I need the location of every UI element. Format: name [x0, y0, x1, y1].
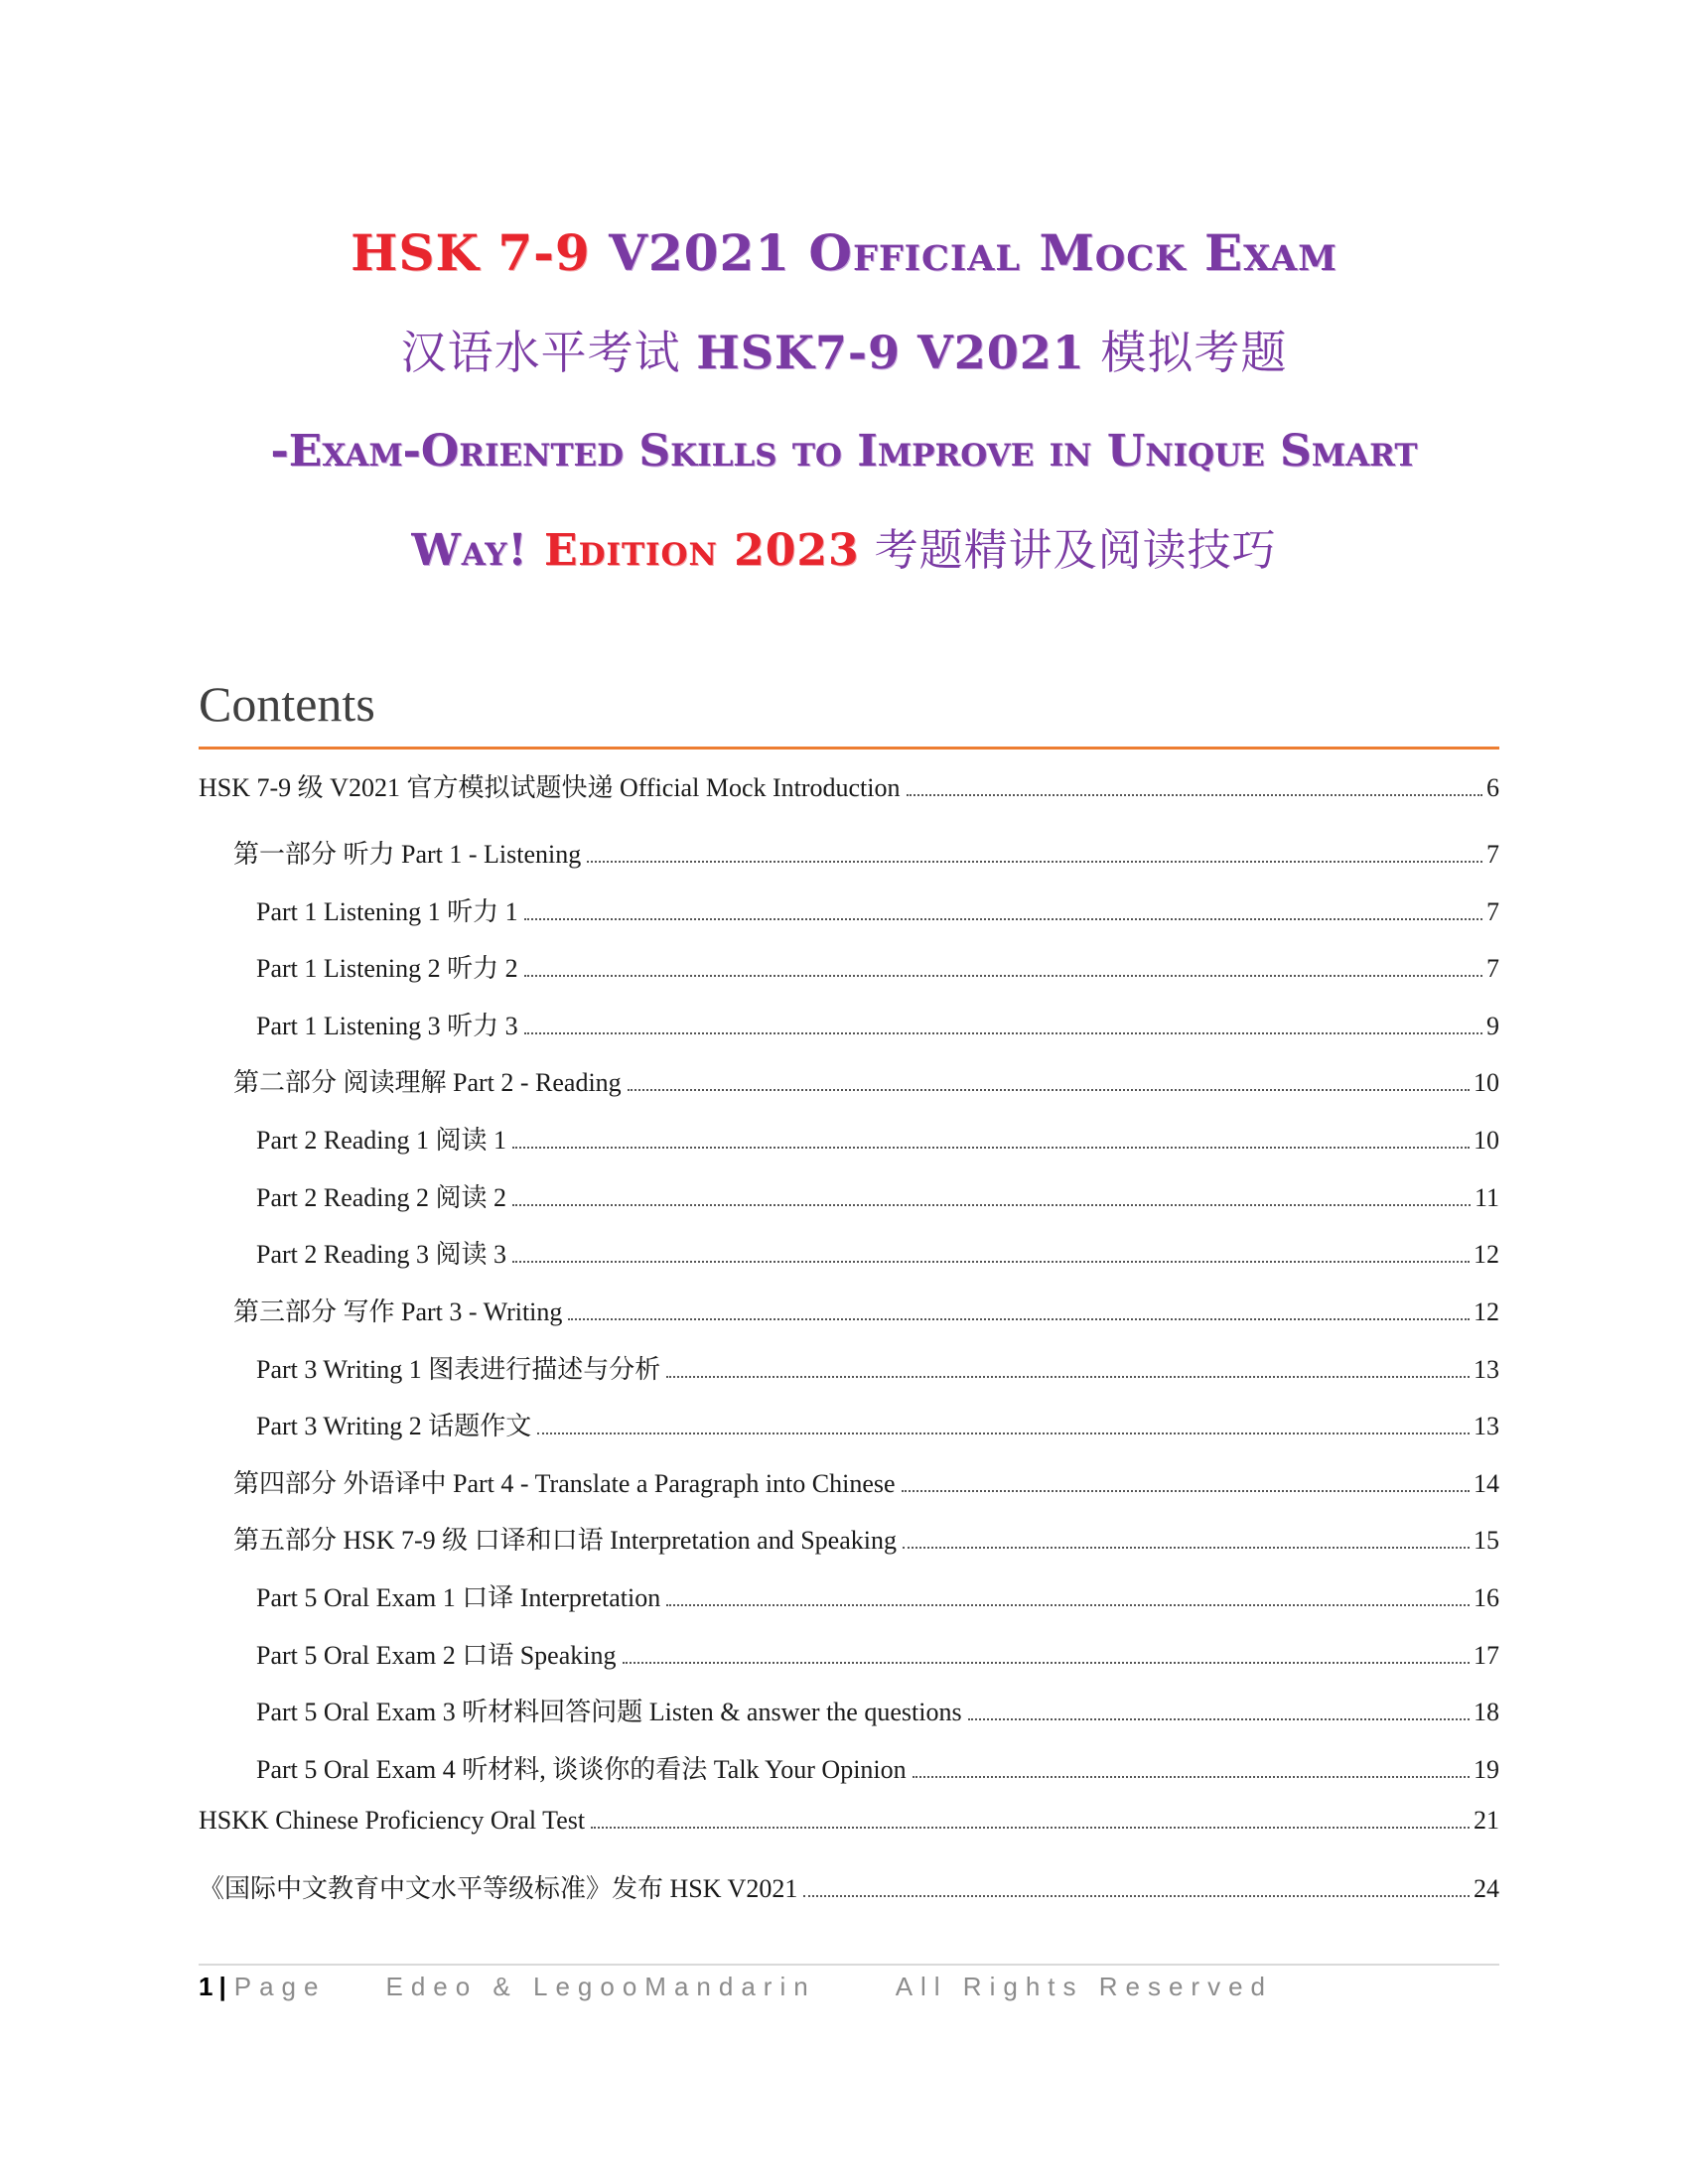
- toc-page-number: 14: [1474, 1469, 1499, 1498]
- title-chinese-b: 模拟考题: [1084, 326, 1288, 379]
- toc-entry-oral-exam-4[interactable]: [256, 1749, 1499, 1785]
- toc-page-number: 7: [1486, 897, 1499, 926]
- toc-leader: [902, 1490, 1470, 1492]
- subtitle-edition: Edition 2023: [544, 525, 860, 576]
- title-mock-exam: V2021 Official Mock Exam: [590, 223, 1337, 282]
- toc-entry-text: Part 1 Listening 2 听力 2: [256, 954, 518, 983]
- toc-entry-text: 第一部分 听力 Part 1 - Listening: [233, 840, 582, 869]
- toc-leader: [524, 1032, 1482, 1034]
- toc-entry-listening-1[interactable]: [256, 891, 1499, 927]
- subtitle-skills: -Exam-Oriented Skills to Improve in Unique Smart: [270, 426, 1418, 477]
- toc-page-number: 21: [1474, 1806, 1499, 1835]
- toc-entry-writing-2[interactable]: [256, 1406, 1499, 1441]
- toc-leader: [907, 794, 1482, 796]
- subtitle-way: Way!: [411, 525, 545, 576]
- toc-entry-text: Part 5 Oral Exam 3 听材料回答问题 Listen & answer the questions: [256, 1698, 962, 1726]
- toc-entry-text: Part 1 Listening 3 听力 3: [256, 1012, 518, 1040]
- toc-entry-text: Part 2 Reading 2 阅读 2: [256, 1183, 507, 1212]
- toc-entry-official-mock-introduction[interactable]: [199, 767, 1499, 803]
- toc-entry-part3-writing[interactable]: [233, 1292, 1499, 1327]
- toc-leader: [623, 1662, 1471, 1664]
- toc-entry-reading-1[interactable]: [256, 1120, 1499, 1156]
- toc-entry-text: HSK 7-9 级 V2021 官方模拟试题快递 Official Mock Introduction: [199, 773, 901, 802]
- footer-divider: [199, 1964, 1499, 1966]
- toc-leader: [587, 861, 1482, 863]
- toc-page-number: 16: [1474, 1583, 1499, 1612]
- toc-entry-text: 《国际中文教育中文水平等级标准》发布 HSK V2021: [199, 1874, 798, 1903]
- toc-entry-text: Part 3 Writing 1 图表进行描述与分析: [256, 1355, 661, 1384]
- toc-entry-text: Part 5 Oral Exam 1 口译 Interpretation: [256, 1583, 661, 1612]
- toc-leader: [903, 1547, 1470, 1549]
- toc-page-number: 12: [1474, 1240, 1499, 1269]
- toc-entry-reading-3[interactable]: [256, 1234, 1499, 1270]
- toc-page-number: 7: [1486, 954, 1499, 983]
- toc-leader: [591, 1827, 1470, 1829]
- title-hsk-version: HSK7-9 V2021: [696, 326, 1085, 379]
- toc-leader: [568, 1318, 1470, 1320]
- toc-page-number: 9: [1486, 1012, 1499, 1040]
- toc-page-number: 10: [1474, 1068, 1499, 1097]
- toc-entry-listening-3[interactable]: [256, 1006, 1499, 1041]
- toc-page-number: 19: [1474, 1755, 1499, 1784]
- toc-page-number: 15: [1474, 1526, 1499, 1555]
- toc-page-number: 6: [1486, 773, 1499, 802]
- toc-leader: [512, 1261, 1470, 1263]
- toc-page-number: 17: [1474, 1641, 1499, 1670]
- toc-page-number: 7: [1486, 840, 1499, 869]
- contents-heading: Contents: [199, 676, 375, 732]
- toc-entry-text: Part 3 Writing 2 话题作文: [256, 1412, 532, 1440]
- toc-entry-text: Part 5 Oral Exam 2 口语 Speaking: [256, 1641, 617, 1670]
- toc-entry-part4-translate[interactable]: [233, 1463, 1499, 1499]
- title-line-3: [149, 402, 1539, 501]
- toc-leader: [524, 975, 1482, 977]
- title-hsk-level: HSK 7-9: [351, 223, 591, 282]
- toc-entry-part2-reading[interactable]: [233, 1062, 1499, 1098]
- footer-separator: |: [218, 1972, 226, 2001]
- toc-entry-listening-2[interactable]: [256, 948, 1499, 984]
- toc-entry-part5-interpretation-speaking[interactable]: [233, 1520, 1499, 1556]
- toc-page-number: 13: [1474, 1412, 1499, 1440]
- contents-divider: [199, 747, 1499, 750]
- footer-page-label: Page: [233, 1972, 327, 2001]
- toc-entry-text: 第二部分 阅读理解 Part 2 - Reading: [233, 1068, 622, 1097]
- toc-page-number: 13: [1474, 1355, 1499, 1384]
- title-block: [149, 204, 1539, 601]
- toc-entry-oral-exam-3[interactable]: [256, 1692, 1499, 1727]
- toc-entry-text: 第五部分 HSK 7-9 级 口译和口语 Interpretation and Speaking: [233, 1526, 897, 1555]
- toc-entry-text: HSKK Chinese Proficiency Oral Test: [199, 1806, 586, 1835]
- toc-leader: [628, 1089, 1470, 1091]
- title-line-4: [149, 501, 1539, 601]
- toc-leader: [666, 1376, 1470, 1378]
- toc-entry-oral-exam-2[interactable]: [256, 1635, 1499, 1671]
- toc-leader: [803, 1895, 1470, 1897]
- page-footer: [199, 1972, 1273, 2011]
- toc-leader: [666, 1604, 1470, 1606]
- toc-entry-standards-release[interactable]: [199, 1868, 1499, 1904]
- footer-page-number: 1: [199, 1972, 213, 2001]
- toc-leader: [524, 918, 1482, 920]
- toc-entry-writing-1[interactable]: [256, 1349, 1499, 1385]
- toc-page-number: 11: [1474, 1183, 1499, 1212]
- toc-page-number: 18: [1474, 1698, 1499, 1726]
- title-line-1: [149, 204, 1539, 303]
- toc-entry-text: Part 5 Oral Exam 4 听材料, 谈谈你的看法 Talk Your Opinion: [256, 1755, 907, 1784]
- toc-entry-text: 第三部分 写作 Part 3 - Writing: [233, 1297, 563, 1326]
- title-line-2: [149, 303, 1539, 402]
- footer-rights: All Rights Reserved: [895, 1972, 1273, 2001]
- toc-leader: [512, 1204, 1471, 1206]
- toc-entry-oral-exam-1[interactable]: [256, 1577, 1499, 1613]
- toc-page-number: 10: [1474, 1126, 1499, 1155]
- toc-leader: [537, 1433, 1470, 1434]
- toc-entry-text: Part 2 Reading 3 阅读 3: [256, 1240, 507, 1269]
- toc-entry-hskk-oral-test[interactable]: [199, 1806, 1499, 1842]
- subtitle-chinese: 考题精讲及阅读技巧: [859, 525, 1277, 576]
- toc-leader: [512, 1147, 1470, 1149]
- toc-entry-reading-2[interactable]: [256, 1177, 1499, 1213]
- toc-entry-text: Part 1 Listening 1 听力 1: [256, 897, 518, 926]
- toc-entry-text: Part 2 Reading 1 阅读 1: [256, 1126, 507, 1155]
- toc-leader: [968, 1718, 1470, 1720]
- footer-owner: Edeo & LegooMandarin: [385, 1972, 816, 2001]
- toc-entry-text: 第四部分 外语译中 Part 4 - Translate a Paragraph into Chinese: [233, 1469, 896, 1498]
- toc-page-number: 24: [1474, 1874, 1499, 1903]
- title-chinese-a: 汉语水平考试: [400, 326, 697, 379]
- toc-page-number: 12: [1474, 1297, 1499, 1326]
- toc-leader: [913, 1776, 1470, 1778]
- toc-entry-part1-listening[interactable]: [233, 834, 1499, 870]
